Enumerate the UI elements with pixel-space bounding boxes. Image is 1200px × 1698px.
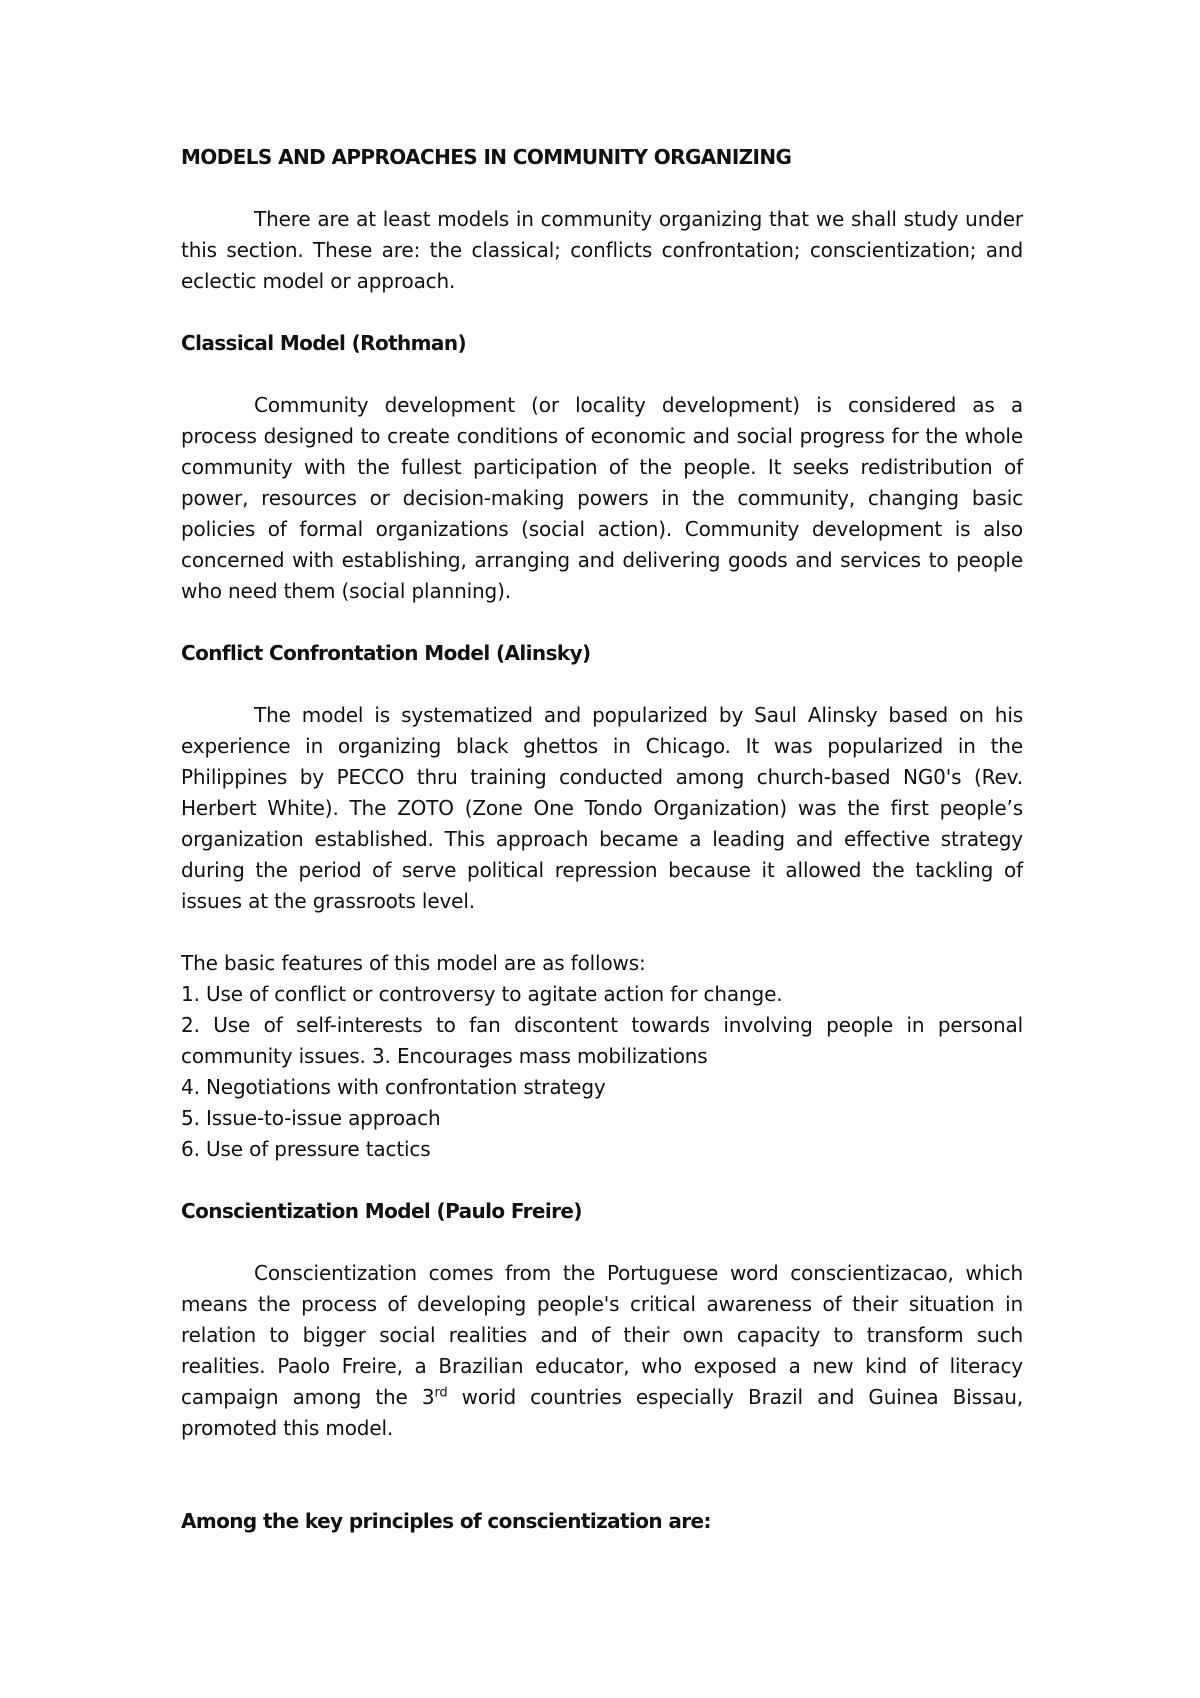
conflict-model-paragraph: The model is systematized and popularized by Saul Alinsky based on his experience in organizing black ghettos in Chicago. It was popularized in the Philippines by PECCO thru training conducted among church-based NG0's (Rev. Herbert White). The ZOTO (Zone One Tondo Organization) was the first people’s organization established. This approach became a leading and effective strategy during the period of serve political repression because it allowed the tackling of issues at the grassroots level. [181,703,1023,913]
intro-paragraph: There are at least models in community organizing that we shall study under this section. These are: the classical; conflicts confrontation; conscientization; and eclectic model or approach. [181,207,1023,293]
feature-item: 6. Use of pressure tactics [181,1137,431,1161]
feature-list [181,979,1023,1165]
principles-heading: Among the key principles of conscientization are: [181,1509,711,1533]
classical-model-heading: Classical Model (Rothman) [181,331,467,355]
conscientization-text-after-superscript: worid countries especially Brazil and Guinea Bissau, promoted this model. [181,1385,1023,1440]
feature-item: 5. Issue-to-issue approach [181,1106,441,1130]
document-content [181,142,1023,1537]
document-title: MODELS AND APPROACHES IN COMMUNITY ORGANIZING [181,145,792,169]
conscientization-model-paragraph [181,1258,1023,1444]
classical-model-paragraph: Community development (or locality development) is considered as a process designed to create conditions of economic and social progress for the whole community with the fullest participation of the people. It seeks redistribution of power, resources or decision-making powers in the community, changing basic policies of formal organizations (social action). Community development is also concerned with establishing, arranging and delivering goods and services to people who need them (social planning). [181,393,1023,603]
ordinal-superscript: rd [434,1385,448,1401]
conflict-model-heading: Conflict Confrontation Model (Alinsky) [181,641,591,665]
feature-item: 4. Negotiations with confrontation strategy [181,1075,606,1099]
feature-item: 2. Use of self-interests to fan discontent towards involving people in personal community issues. 3. Encourages mass mobilizations [181,1013,1023,1068]
feature-item: 1. Use of conflict or controversy to agitate action for change. [181,982,783,1006]
conscientization-model-heading: Conscientization Model (Paulo Freire) [181,1199,582,1223]
conscientization-text-before-superscript: Conscientization comes from the Portuguese word conscientizacao, which means the process of developing people's critical awareness of their situation in relation to bigger social realities and of their own capacity to transform such realities. Paolo Freire, a Brazilian educator, who exposed a new kind of literacy campaign among the 3 [181,1261,1023,1409]
features-intro: The basic features of this model are as follows: [181,951,646,975]
